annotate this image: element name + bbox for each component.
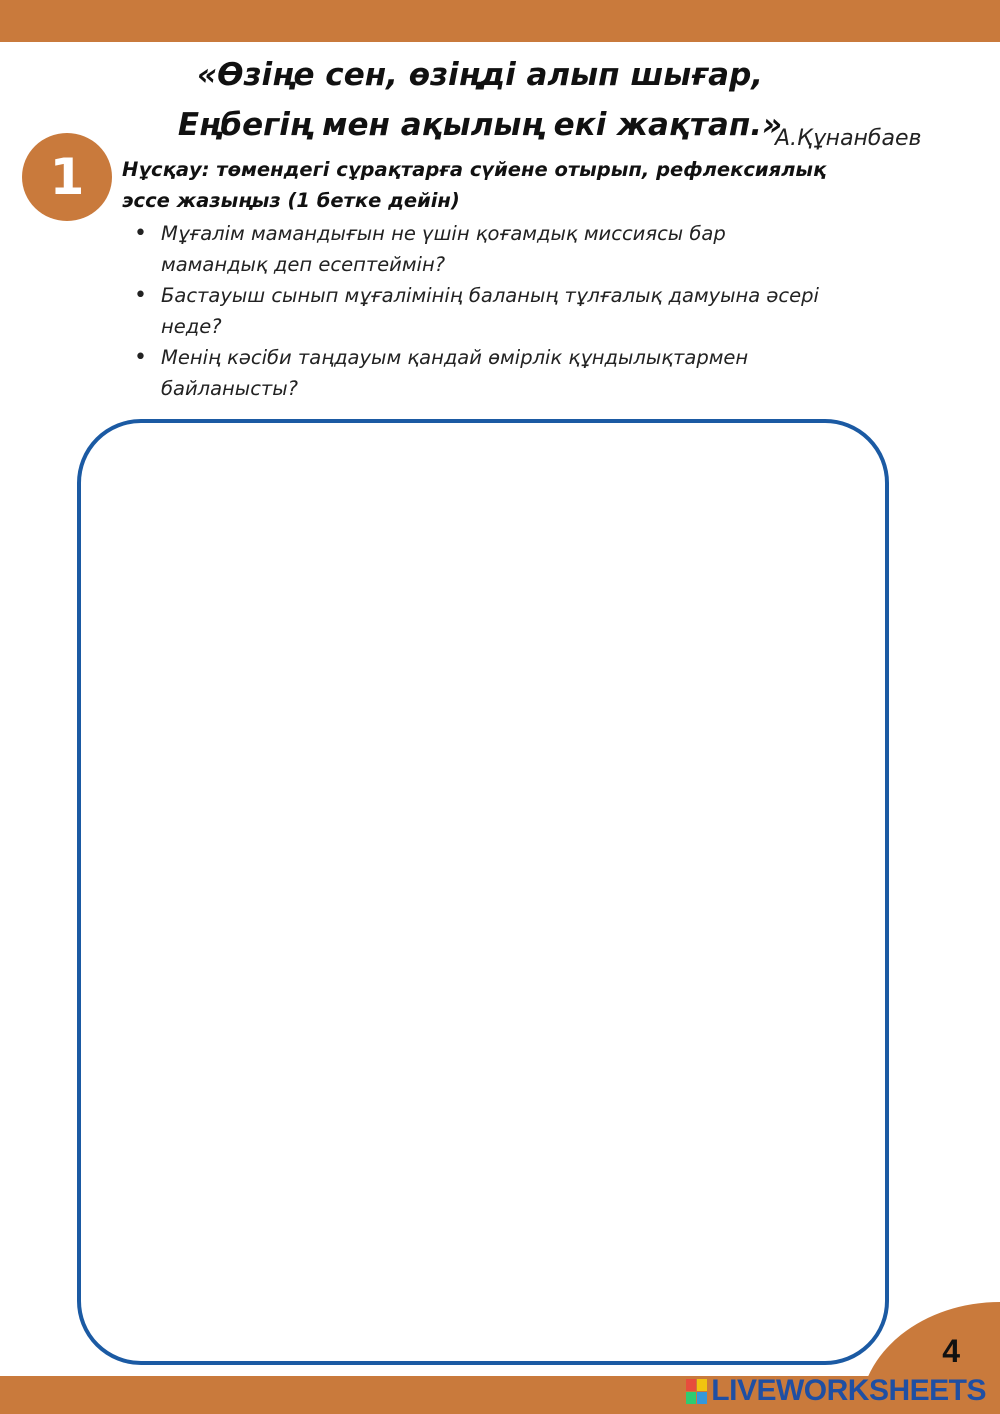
task-instruction: Нұсқау: төмендегі сұрақтарға сүйене отырып, рефлексиялық эссе жазыңыз (1 бетке дейін) [122, 158, 827, 212]
liveworksheets-logo-icon [686, 1379, 707, 1404]
liveworksheets-brand [686, 1374, 986, 1408]
page-number: 4 [942, 1333, 960, 1369]
question-item: • Мұғалім мамандығын не үшін қоғамдық миссиясы бар мамандық деп есептеймін? [130, 218, 820, 280]
quote-line-2: Еңбегің мен ақылың екі жақтап.» [177, 107, 783, 143]
task-number-badge: 1 [22, 133, 112, 221]
question-item: • Менің кәсіби таңдауым қандай өмірлік құндылықтармен байланысты? [130, 342, 820, 404]
top-decor-band [0, 0, 1000, 42]
quote-line-1: «Өзіңе сен, өзіңді алып шығар, [196, 57, 764, 93]
question-list [130, 218, 820, 404]
essay-answer-box[interactable] [77, 419, 889, 1365]
question-item: • Бастауыш сынып мұғалімінің баланың тұлғалық дамуына әсері неде? [130, 280, 820, 342]
brand-name: LIVEWORKSHEETS [711, 1374, 986, 1407]
quote-author: А.Құнанбаев [775, 126, 922, 151]
